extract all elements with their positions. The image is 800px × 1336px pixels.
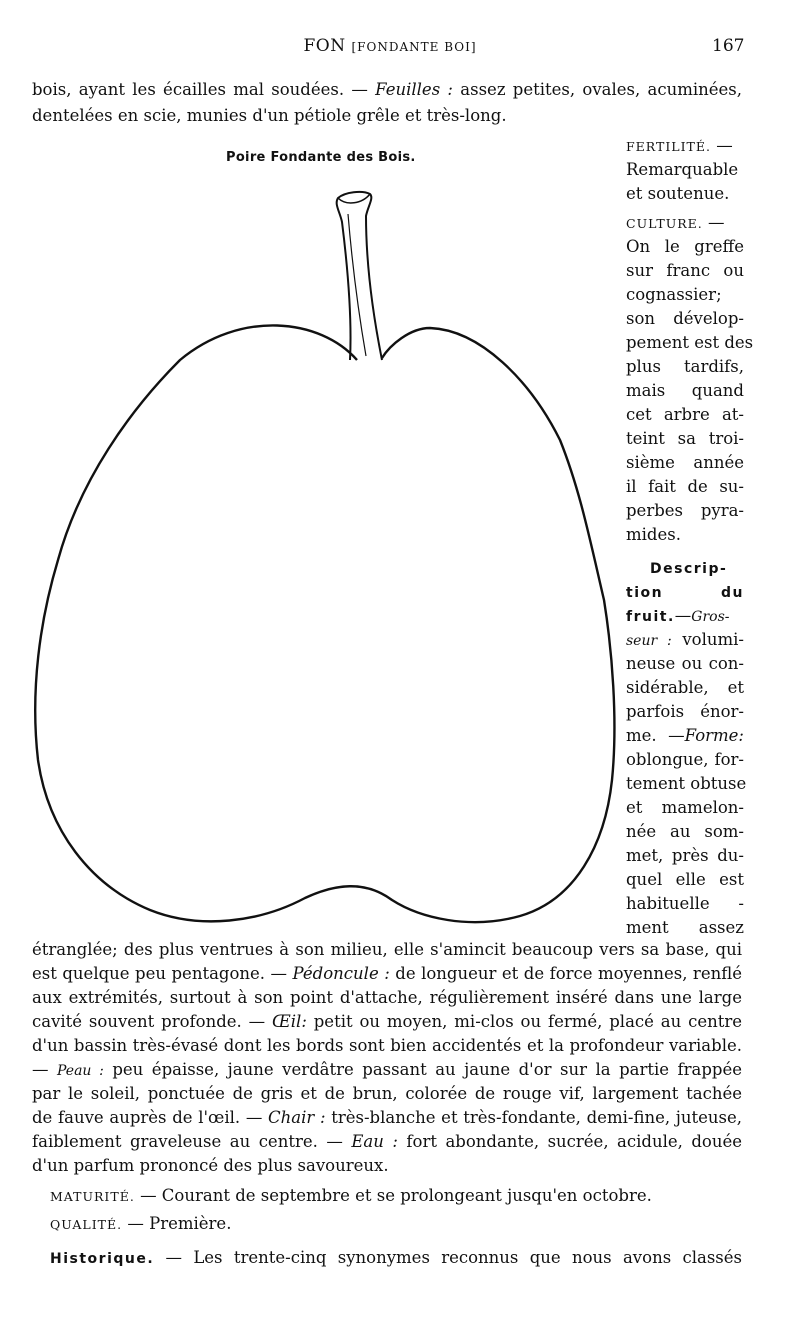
body-text: fort abondante, sucrée, acidule, douée <box>406 1132 743 1151</box>
pear-outline <box>35 325 614 922</box>
eau-label: Eau : <box>351 1132 398 1151</box>
sidebar-line: pement est des <box>626 333 754 352</box>
sidebar-text: volumi- <box>682 630 744 649</box>
chair-label: Chair : <box>268 1108 326 1127</box>
sidebar-line: mides. <box>626 525 681 544</box>
historique-text: — Les trente-cinq synonymes reconnus que nous avons classés <box>165 1248 743 1267</box>
body-line <box>32 1012 742 1032</box>
description-heading-1 <box>650 556 744 581</box>
sidebar-line: teint sa troi- <box>626 429 744 448</box>
grosseur-label: Gros- <box>691 609 730 625</box>
body-line: aux extrémités, surtout à son point d'attache, régulièrement inséré dans une large <box>32 988 742 1007</box>
grosseur-label: seur : <box>626 633 672 649</box>
intro-text: dentelées en scie, munies d'un pétiole grêle et très-long. <box>32 106 507 125</box>
sidebar-line: cet arbre at- <box>626 405 744 424</box>
sidebar-line: neuse ou con- <box>626 654 744 673</box>
sidebar-line: mais quand <box>626 381 744 400</box>
header-title-main: FON <box>303 36 346 56</box>
page-number: 167 <box>712 36 745 56</box>
sidebar-line <box>626 724 744 748</box>
sidebar-line: sur franc ou <box>626 261 744 280</box>
sidebar-line: quel elle est <box>626 870 744 889</box>
forme-label: Forme: <box>684 726 744 745</box>
pedoncule-label: Pédoncule : <box>292 964 390 983</box>
description-label: fruit. <box>626 609 675 625</box>
fertilite-dash: — <box>716 136 733 155</box>
body-text: de fauve auprès de l'œil. — <box>32 1108 263 1127</box>
historique-paragraph <box>50 1248 742 1269</box>
oeil-label: Œil: <box>272 1012 307 1031</box>
body-text: très-blanche et très-fondante, demi-fine, juteuse, <box>331 1108 743 1127</box>
body-line <box>32 1108 742 1128</box>
sidebar-line: habituelle - <box>626 894 744 913</box>
sidebar-line <box>626 628 744 653</box>
maturite-paragraph <box>50 1186 652 1207</box>
body-line: d'un parfum prononcé des plus savoureux. <box>32 1156 389 1175</box>
peau-label: Peau : <box>57 1063 104 1079</box>
header-title-sub: [FONDANTE BOI] <box>351 40 477 54</box>
body-text: est quelque peu pentagone. — <box>32 964 288 983</box>
description-label: du <box>721 585 744 601</box>
historique-label: Historique. <box>50 1251 155 1267</box>
description-label: Descrip- <box>650 561 728 577</box>
body-text: peu épaisse, jaune verdâtre passant au jaune d'or sur la partie frappée <box>112 1060 743 1079</box>
sidebar-line: son dévelop- <box>626 309 744 328</box>
sidebar-text: me. — <box>626 726 685 745</box>
fertilite-label: FERTILITÉ. <box>626 139 711 154</box>
maturite-label: MATURITÉ. <box>50 1189 135 1204</box>
sidebar-line: perbes pyra- <box>626 501 744 520</box>
body-line <box>32 1060 742 1081</box>
body-line <box>32 1132 742 1152</box>
qualite-label: QUALITÉ. <box>50 1217 123 1232</box>
feuilles-label: Feuilles : <box>375 80 453 99</box>
sidebar-line: et mamelon- <box>626 798 744 817</box>
description-dash: — <box>674 606 692 625</box>
sidebar-line: oblongue, for- <box>626 750 744 769</box>
sidebar-line: et soutenue. <box>626 184 730 203</box>
sidebar-line: plus tardifs, <box>626 357 744 376</box>
culture-label: CULTURE. <box>626 216 703 231</box>
intro-text: assez petites, ovales, acuminées, <box>460 80 743 99</box>
sidebar-line: sidérable, et <box>626 678 744 697</box>
body-text: petit ou moyen, mi-clos ou fermé, placé au centre <box>313 1012 742 1031</box>
sidebar-line: parfois énor- <box>626 702 744 721</box>
pear-stem <box>337 192 382 360</box>
maturite-text: — Courant de septembre et se prolongeant jusqu'en octobre. <box>140 1186 652 1205</box>
description-heading-2 <box>626 580 744 605</box>
body-line: étranglée; des plus ventrues à son milieu, elle s'amincit beaucoup vers sa base, qui <box>32 940 742 959</box>
description-label: tion <box>626 585 664 601</box>
sidebar-line: née au som- <box>626 822 744 841</box>
sidebar-line: tement obtuse <box>626 774 747 793</box>
sidebar-line: Remarquable <box>626 160 739 179</box>
sidebar-line: cognassier; <box>626 285 722 304</box>
body-line <box>32 964 742 984</box>
body-text: cavité souvent profonde. — <box>32 1012 266 1031</box>
sidebar-line: sième année <box>626 453 744 472</box>
description-heading-3 <box>626 604 744 629</box>
sidebar-line: met, près du- <box>626 846 744 865</box>
sidebar-line: ment assez <box>626 918 744 937</box>
fertilite-heading <box>626 134 744 159</box>
figure-caption: Poire Fondante des Bois. <box>226 150 416 165</box>
sidebar-line: il fait de su- <box>626 477 744 496</box>
culture-dash: — <box>708 213 725 232</box>
intro-text: bois, ayant les écailles mal soudées. — <box>32 80 368 99</box>
body-text: de longueur et de force moyennes, renflé <box>395 964 742 983</box>
qualite-text: — Première. <box>127 1214 232 1233</box>
body-text: faiblement graveleuse au centre. — <box>32 1132 343 1151</box>
body-text: — <box>32 1060 49 1079</box>
qualite-paragraph <box>50 1214 231 1235</box>
body-line: par le soleil, ponctuée de gris et de brun, colorée de rouge vif, largement tachée <box>32 1084 742 1103</box>
culture-heading <box>626 211 744 236</box>
sidebar-line: On le greffe <box>626 237 744 256</box>
body-line: d'un bassin très-évasé dont les bords sont bien accidentés et la profondeur variable. <box>32 1036 742 1055</box>
